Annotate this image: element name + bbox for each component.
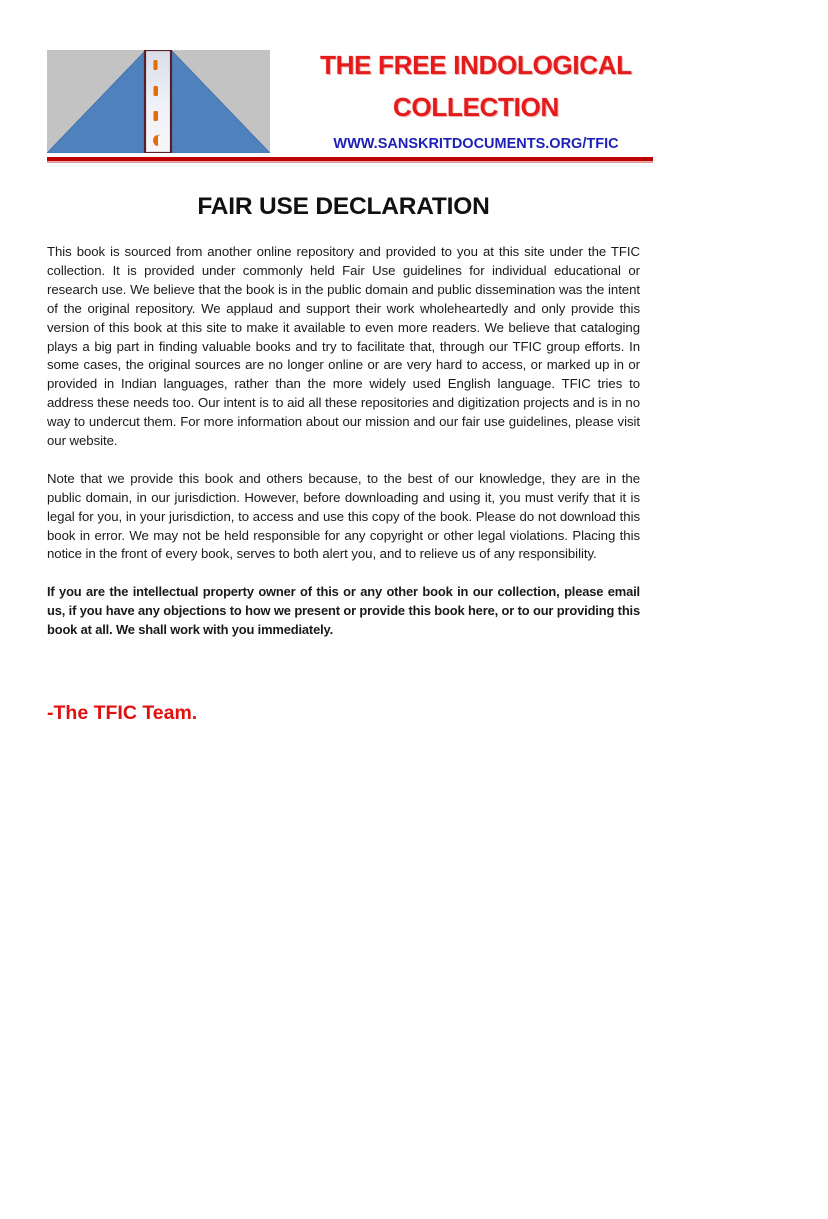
paragraph-sourcing: This book is sourced from another online repository and provided to you at this site under the TFIC collection. It is provided under commonly held Fair Use guidelines for individual educational or research use. We believe that the book is in the public domain and public dissemination was the intent of the original repository. We applaud and support their work wholeheartedly and only provide this version of this book at this site to make it available to even more readers. We believe that cataloging plays a big part in finding valuable books and try to facilitate that, through our TFIC group efforts. In some cases, the original sources are no longer online or are very hard to access, or marked up in or provided in Indian languages, rather than the more widely used English language. TFIC tries to address these needs too. Our intent is to aid all these repositories and digitization projects and is in no way to undercut them. For more information about our mission and our fair use guidelines, please visit our website. — [47, 244, 640, 449]
brand-title-line2: COLLECTION — [393, 92, 559, 122]
brand-url-link[interactable]: WWW.SANSKRITDOCUMENTS.ORG/TFIC — [333, 136, 619, 152]
page-title: FAIR USE DECLARATION — [197, 193, 490, 220]
paragraph-legal-notice: Note that we provide this book and others because, to the best of our knowledge, they are in the public domain, in our jurisdiction. However, before downloading and using it, you must verify that it is legal for you, in your jurisdiction, to access and use this copy of the book. Please do not download this book in error. We may not be held responsible for any copyright or other legal violations. Placing this notice in the front of every book, serves to both alert you, and to relieve us of any responsibility. — [47, 470, 640, 562]
header-divider-shadow — [47, 162, 653, 163]
tfic-logo-icon — [47, 50, 270, 153]
declaration-body — [47, 243, 640, 640]
brand-block — [300, 44, 652, 154]
paragraph-ip-owner-contact: If you are the intellectual property owner of this or any other book in our collection, please email us, if you have any objections to how we present or provide this book here, or to our providing this book at all. We shall work with you immediately. — [47, 584, 640, 638]
signature: -The TFIC Team. — [47, 702, 198, 724]
brand-title-line1: THE FREE INDOLOGICAL — [320, 50, 632, 80]
